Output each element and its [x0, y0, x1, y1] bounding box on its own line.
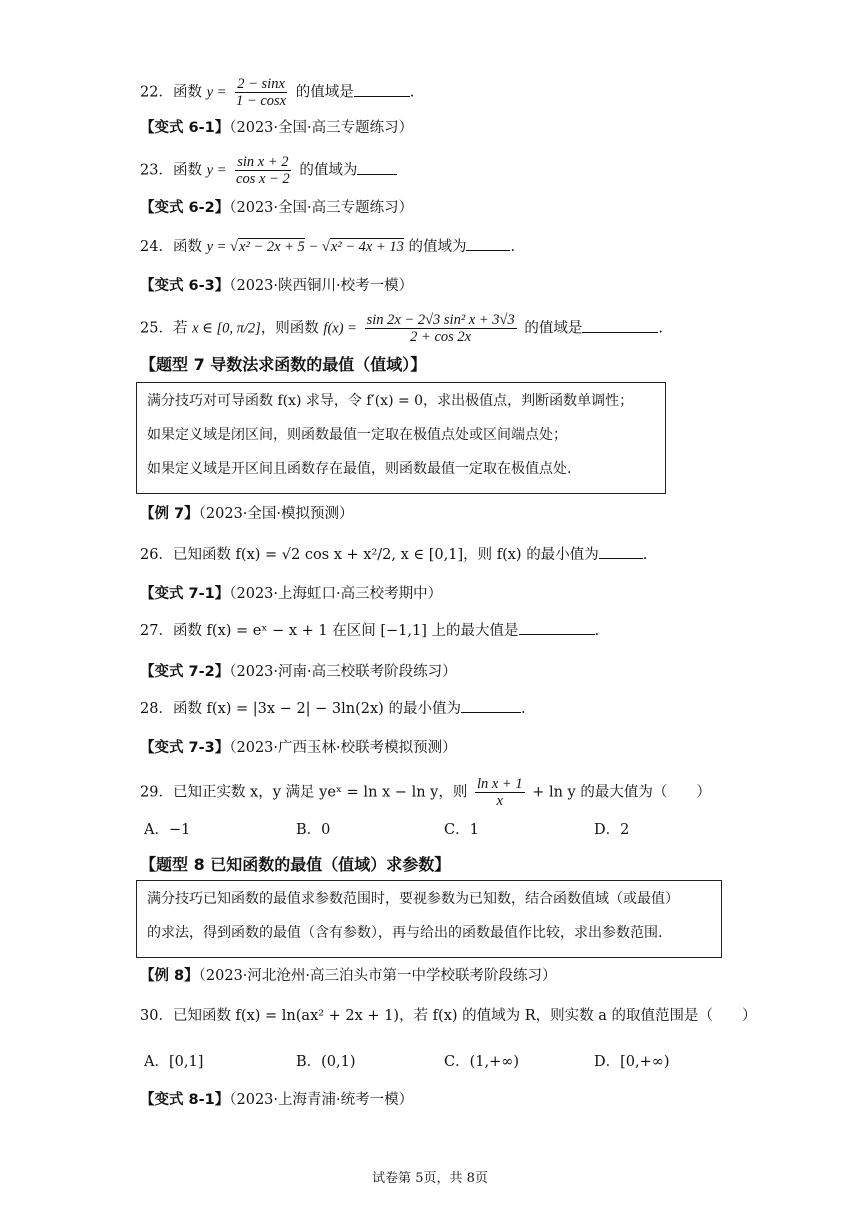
section-heading-8: 【题型 8 已知函数的最值（值域）求参数】 — [140, 855, 451, 874]
fraction: $\frac{\text{sin 2x − 2√3 sin² x + 3√3}}{2 + \cos 2x}$ — [366, 312, 515, 345]
option-d: D．2 — [594, 822, 630, 838]
question-27: 27．函数 f(x) = eˣ − x + 1 在区间 [−1,1] 上的最大值是 . — [140, 620, 599, 641]
question-28: 28．函数 f(x) = |3x − 2| − 3ln(2x) 的最小值为 . — [140, 698, 526, 719]
question-30: 30．已知函数 f(x) = ln(ax² + 2x + 1)，若 f(x) 的值域为 R，则实数 a 的取值范围是（ ） — [140, 1008, 757, 1024]
example-7: 【例 7】（2023·全国·模拟预测） — [140, 506, 354, 522]
variant-8-1: 【变式 8-1】（2023·上海青浦·统考一模） — [140, 1092, 414, 1108]
question-22: 22．函数 y = $\frac{2 - \sin x}{1 - \cos x}$ 的值域是 . — [140, 76, 415, 109]
page-footer: 试卷第 5页，共 8页 — [372, 1171, 488, 1186]
example-8: 【例 8】（2023·河北沧州·高三泊头市第一中学校联考阶段练习） — [140, 968, 557, 984]
question-26: 26．已知函数 f(x) = √2 cos x + x²/2, x ∈ [0,1]，则 f(x) 的最小值为 . — [140, 544, 647, 565]
answer-blank — [519, 620, 595, 635]
tip-box-7: 满分技巧对可导函数 f(x) 求导，令 f′(x) = 0，求出极值点，判断函数单调性； 如果定义域是闭区间，则函数最值一定取在极值点处或区间端点处； 如果定义域是开区间且函数存在最值，则函数最值一定取在极值点处. — [136, 382, 666, 494]
option-c: C．(1,+∞) — [444, 1054, 519, 1070]
option-b: B．0 — [296, 822, 331, 838]
question-25: 25．若 x ∈ [0, π/2]，则函数 f(x) = $\frac{\text{sin 2x − 2√3 sin² x + 3√3}}{2 + \cos 2x}$ 的值域是 . — [140, 312, 663, 345]
option-a: A．−1 — [144, 822, 191, 838]
question-23: 23．函数 y = $\frac{\text{sin x + 2}}{\text{cos x − 2}}$ 的值域为 — [140, 154, 397, 187]
fraction: $\frac{\text{ln x + 1}}{x}$ — [476, 776, 523, 809]
variant-7-1: 【变式 7-1】（2023·上海虹口·高三校考期中） — [140, 586, 443, 602]
variant-6-3: 【变式 6-3】（2023·陕西铜川·校考一模） — [140, 278, 414, 294]
variant-7-3: 【变式 7-3】（2023·广西玉林·校联考模拟预测） — [140, 740, 457, 756]
option-a: A．[0,1] — [144, 1054, 204, 1070]
answer-blank — [466, 236, 510, 251]
tip-box-8: 满分技巧已知函数的最值求参数范围时，要视参数为已知数，结合函数值域（或最值） 的求法，得到函数的最值（含有参数），再与给出的函数最值作比较，求出参数范围. — [136, 880, 722, 958]
fraction: $\frac{2 - \sin x}{1 - \cos x}$ — [236, 76, 287, 109]
variant-7-2: 【变式 7-2】（2023·河南·高三校联考阶段练习） — [140, 664, 457, 680]
answer-blank — [461, 698, 521, 713]
section-heading-7: 【题型 7 导数法求函数的最值（值域）】 — [140, 355, 427, 374]
variant-6-1: 【变式 6-1】（2023·全国·高三专题练习） — [140, 120, 414, 136]
answer-blank — [582, 318, 658, 333]
question-24: 24．函数 y = √x² − 2x + 5 − √x² − 4x + 13 的值域为 . — [140, 236, 515, 257]
variant-6-2: 【变式 6-2】（2023·全国·高三专题练习） — [140, 200, 414, 216]
fraction: $\frac{\text{sin x + 2}}{\text{cos x − 2}}$ — [236, 154, 290, 187]
answer-blank — [354, 82, 410, 97]
option-d: D．[0,+∞) — [594, 1054, 670, 1070]
option-b: B．(0,1) — [296, 1054, 356, 1070]
option-c: C．1 — [444, 822, 479, 838]
answer-blank — [599, 544, 643, 559]
question-29: 29．已知正实数 x，y 满足 yeˣ = ln x − ln y，则 $\frac{\text{ln x + 1}}{x}$ + ln y 的最大值为（ ） — [140, 776, 711, 809]
answer-blank — [357, 160, 397, 175]
